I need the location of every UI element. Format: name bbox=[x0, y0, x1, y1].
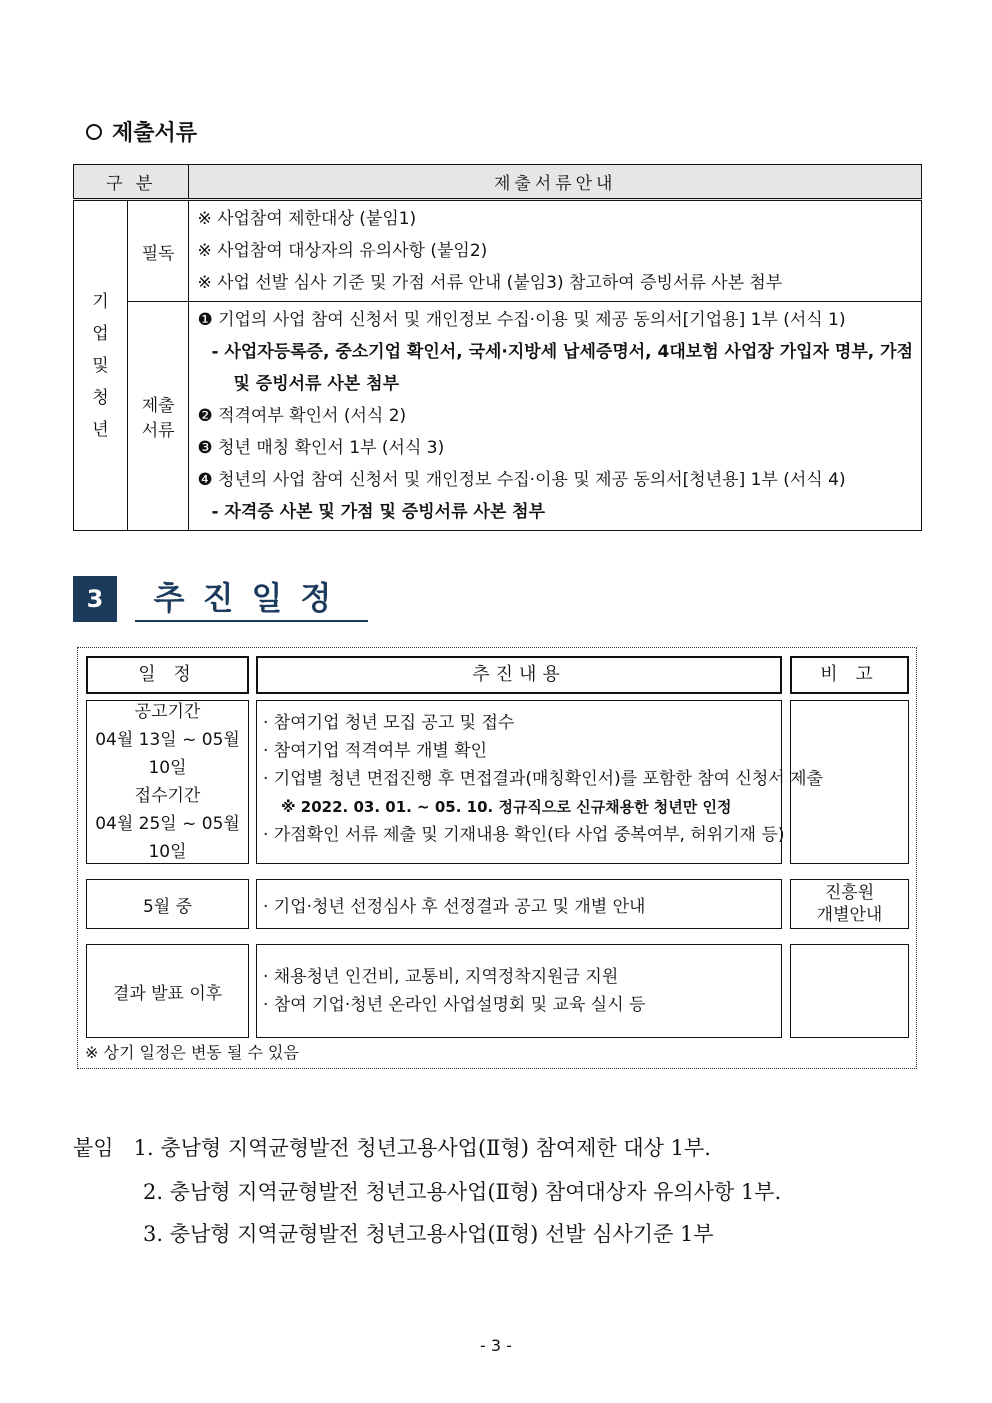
list-item: · 채용청년 인건비, 교통비, 지역정착지원금 지원 bbox=[263, 967, 619, 987]
attachment-label: 붙임 bbox=[73, 1136, 114, 1160]
schedule-content-cell bbox=[256, 879, 782, 929]
submit-list bbox=[189, 302, 922, 531]
list-item: ❸ 청년 매칭 확인서 1부 (서식 3) bbox=[197, 438, 445, 458]
section-title: 제출서류 bbox=[112, 121, 198, 146]
schedule-header-content: 추진내용 bbox=[256, 656, 782, 694]
schedule-content-cell bbox=[256, 700, 823, 864]
schedule-date-cell: 결과 발표 이후 bbox=[86, 944, 249, 1038]
section-title-schedule: 추진일정 bbox=[135, 576, 368, 622]
docs-table-header bbox=[74, 165, 922, 200]
schedule-note-cell: 진흥원 개별안내 bbox=[790, 879, 909, 929]
list-item: · 기업·청년 선정심사 후 선정결과 공고 및 개별 안내 bbox=[263, 896, 646, 917]
row-label-submit: 제출서류 bbox=[127, 302, 189, 531]
list-item: · 참여 기업·청년 온라인 사업설명회 및 교육 실시 등 bbox=[263, 995, 646, 1015]
docs-row-must-read bbox=[74, 200, 922, 302]
schedule-content-cell bbox=[256, 944, 782, 1038]
schedule-footnote: ※ 상기 일정은 변동 될 수 있음 bbox=[85, 1043, 299, 1062]
attachment-line-1 bbox=[73, 1132, 711, 1162]
attachment-item: 2. 충남형 지역균형발전 청년고용사업(Ⅱ형) 참여대상자 유의사항 1부. bbox=[143, 1180, 782, 1204]
list-item: ※ 사업 선발 심사 기준 및 가점 서류 안내 (붙임3) 참고하여 증빙서류 사본 첨부 bbox=[197, 273, 783, 293]
header-category: 구 분 bbox=[74, 165, 189, 200]
list-item: · 가점확인 서류 제출 및 기재내용 확인(타 사업 중복여부, 허위기재 등) bbox=[263, 825, 785, 845]
attachment-item: 3. 충남형 지역균형발전 청년고용사업(Ⅱ형) 선발 심사기준 1부 bbox=[143, 1222, 714, 1246]
circle-bullet-icon bbox=[86, 124, 102, 140]
section-heading-docs bbox=[86, 116, 197, 147]
schedule-note-cell bbox=[790, 944, 909, 1038]
schedule-date-cell: 공고기간 04월 13일 ~ 05월 10일 접수기간 04월 25일 ~ 05월 10일 bbox=[86, 700, 249, 864]
schedule-header-note: 비 고 bbox=[790, 656, 909, 694]
list-item: · 참여기업 청년 모집 공고 및 접수 bbox=[263, 713, 515, 733]
list-item: 및 증빙서류 사본 첨부 bbox=[233, 374, 399, 394]
group-label: 기 업 및 청 년 bbox=[74, 200, 128, 531]
list-item: · 참여기업 적격여부 개별 확인 bbox=[263, 741, 488, 761]
list-item: - 자격증 사본 및 가점 및 증빙서류 사본 첨부 bbox=[211, 502, 546, 522]
list-item: · 기업별 청년 면접진행 후 면접결과(매칭확인서)를 포함한 참여 신청서 제출 bbox=[263, 769, 823, 789]
list-item: ※ 2022. 03. 01. ~ 05. 10. 정규직으로 신규채용한 청년만 인정 bbox=[281, 798, 732, 816]
section-number: 3 bbox=[73, 576, 117, 622]
schedule-note-cell bbox=[790, 700, 909, 864]
schedule-header-date: 일 정 bbox=[86, 656, 249, 694]
list-item: ※ 사업참여 대상자의 유의사항 (붙임2) bbox=[197, 241, 488, 261]
list-item: ❷ 적격여부 확인서 (서식 2) bbox=[197, 406, 407, 426]
must-read-list bbox=[189, 200, 922, 302]
page-number: - 3 - bbox=[480, 1336, 512, 1355]
docs-row-submit bbox=[74, 302, 922, 531]
row-label-must-read: 필독 bbox=[127, 200, 189, 302]
docs-table bbox=[73, 164, 922, 531]
list-item: ❹ 청년의 사업 참여 신청서 및 개인정보 수집·이용 및 제공 동의서[청년용] 1부 (서식 4) bbox=[197, 470, 846, 490]
attachment-item: 1. 충남형 지역균형발전 청년고용사업(Ⅱ형) 참여제한 대상 1부. bbox=[133, 1136, 711, 1160]
list-item: ※ 사업참여 제한대상 (붙임1) bbox=[197, 209, 417, 229]
list-item: - 사업자등록증, 중소기업 확인서, 국세·지방세 납세증명서, 4대보험 사업장 가입자 명부, 가점 bbox=[211, 342, 913, 362]
header-guide: 제출서류안내 bbox=[189, 165, 922, 200]
list-item: ❶ 기업의 사업 참여 신청서 및 개인정보 수집·이용 및 제공 동의서[기업용] 1부 (서식 1) bbox=[197, 310, 846, 330]
schedule-date-cell: 5월 중 bbox=[86, 879, 249, 929]
